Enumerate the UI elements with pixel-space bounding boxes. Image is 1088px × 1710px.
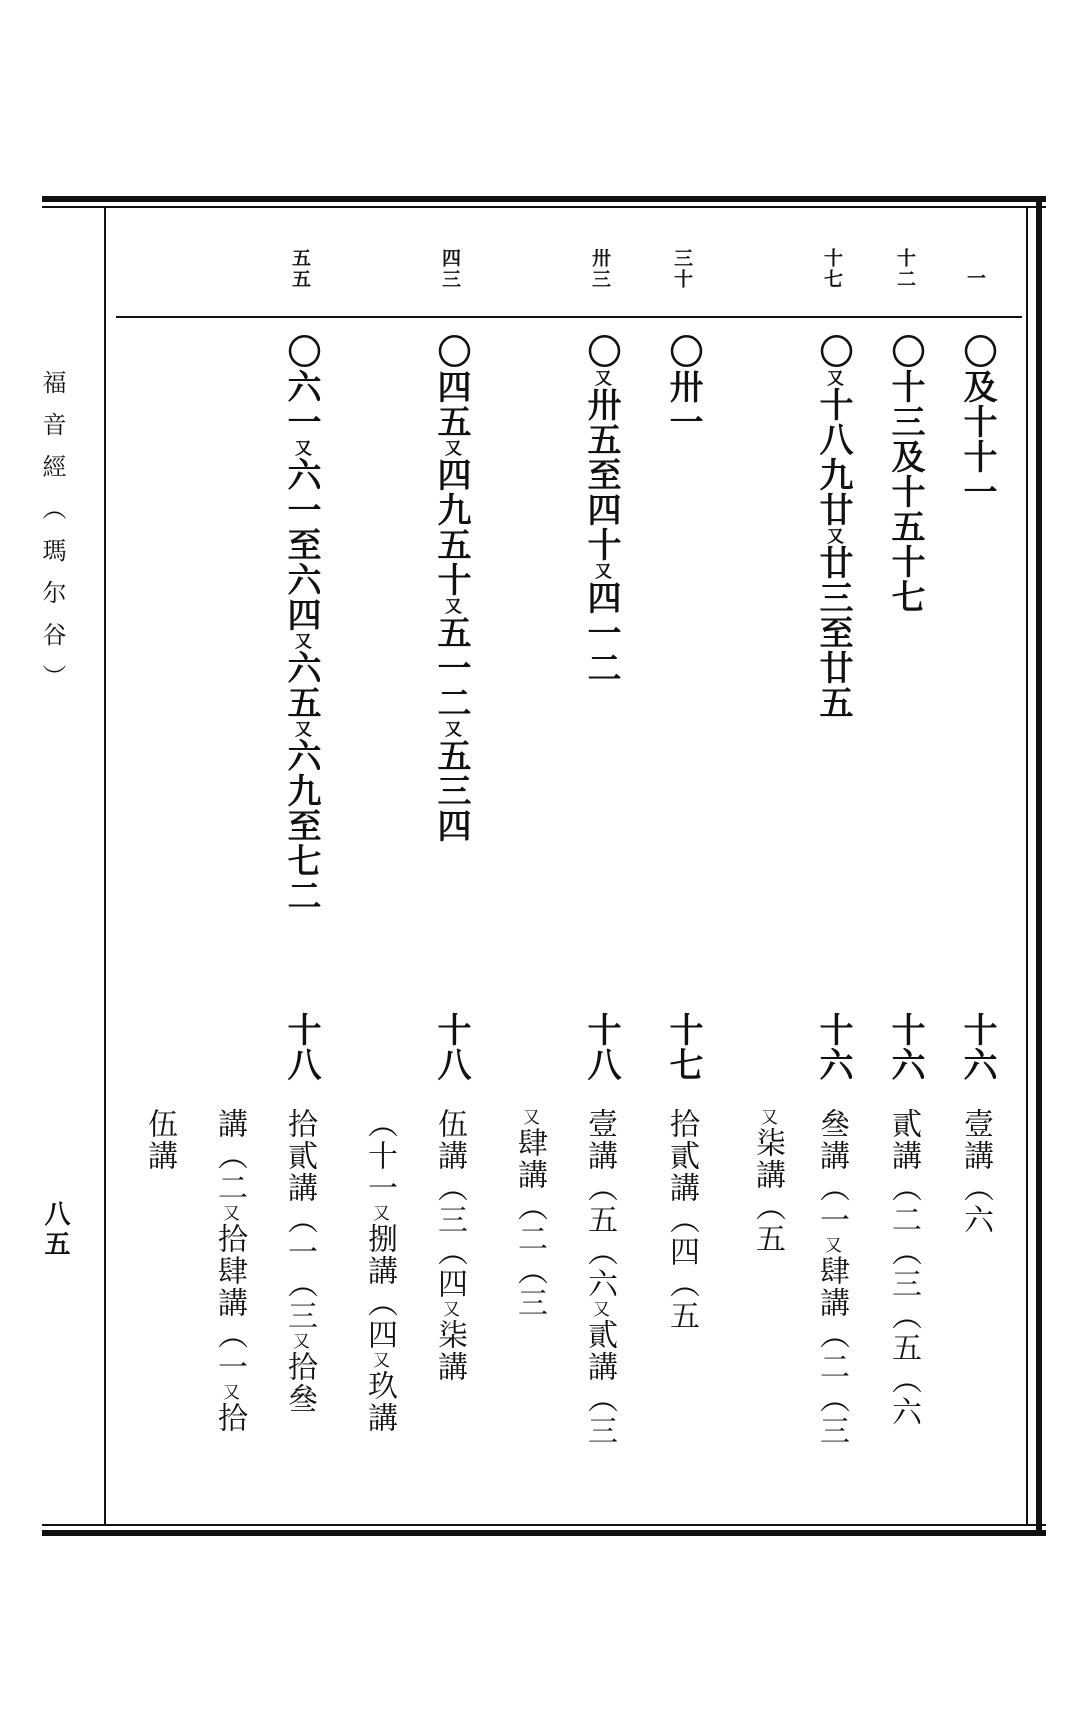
header-separator xyxy=(116,316,1022,318)
chapter-ref-1: 一 xyxy=(964,268,986,289)
lecture-5-continued: 又肆講（二（三 xyxy=(512,1108,547,1319)
verse-list-6: 〇四五又四九五十又五一二又五三四 xyxy=(431,334,471,843)
volume-3: 十六 xyxy=(813,1012,853,1082)
lecture-6: 伍講（三（四又柒講 xyxy=(432,1108,467,1383)
top-border-thin xyxy=(42,206,1046,208)
verse-list-3: 〇又十八九廿又廿三至廿五 xyxy=(813,334,853,720)
chapter-ref-7: 五五 xyxy=(289,248,311,290)
volume-4: 十七 xyxy=(663,1012,703,1082)
lecture-4: 拾貳講（四（五 xyxy=(664,1108,699,1332)
inner-left-border xyxy=(104,208,106,1526)
lecture-7: 拾貳講（一（三又拾叄 xyxy=(282,1108,317,1415)
right-border-thick xyxy=(1036,196,1042,1536)
chapter-ref-2: 十二 xyxy=(894,248,916,290)
lecture-6-continued: （十一又捌講（四又玖講 xyxy=(362,1108,397,1434)
lecture-2: 貳講（二（三（五（六 xyxy=(886,1108,921,1428)
volume-7: 十八 xyxy=(281,1012,321,1082)
lecture-3-continued: 又柒講（五 xyxy=(750,1108,785,1255)
chapter-ref-5: 卅三 xyxy=(589,248,611,290)
chapter-ref-4: 三十 xyxy=(671,248,693,290)
verse-list-2: 〇十三及十五十七 xyxy=(885,334,925,614)
right-border-thin xyxy=(1026,208,1028,1526)
page-number: 八五 xyxy=(40,1200,70,1260)
verse-list-4: 〇卅一 xyxy=(663,334,703,439)
lecture-1: 壹講（六 xyxy=(958,1108,993,1236)
chapter-ref-3: 十七 xyxy=(821,248,843,290)
top-border-thick xyxy=(42,196,1046,202)
lecture-7-continued-2: 伍講 xyxy=(142,1108,177,1172)
verse-list-7: 〇六一又六一至六四又六五又六九至七二 xyxy=(281,334,321,913)
volume-5: 十八 xyxy=(581,1012,621,1082)
volume-6: 十八 xyxy=(431,1012,471,1082)
volume-1: 十六 xyxy=(957,1012,997,1082)
verse-list-1: 〇及十十一 xyxy=(957,334,997,509)
verse-list-5: 〇又卅五至四十又四一二 xyxy=(581,334,621,685)
chapter-ref-6: 四三 xyxy=(439,248,461,290)
bottom-border-thick xyxy=(42,1530,1046,1536)
lecture-3: 叄講（一又肆講（二（三 xyxy=(814,1108,849,1447)
bottom-border-thin xyxy=(42,1524,1046,1526)
lecture-5: 壹講（五（六又貳講（三 xyxy=(582,1108,617,1447)
running-title: 福音經（瑪尔谷） xyxy=(38,370,66,706)
lecture-7-continued: 講（二又拾肆講（一又拾 xyxy=(212,1108,247,1434)
volume-2: 十六 xyxy=(885,1012,925,1082)
